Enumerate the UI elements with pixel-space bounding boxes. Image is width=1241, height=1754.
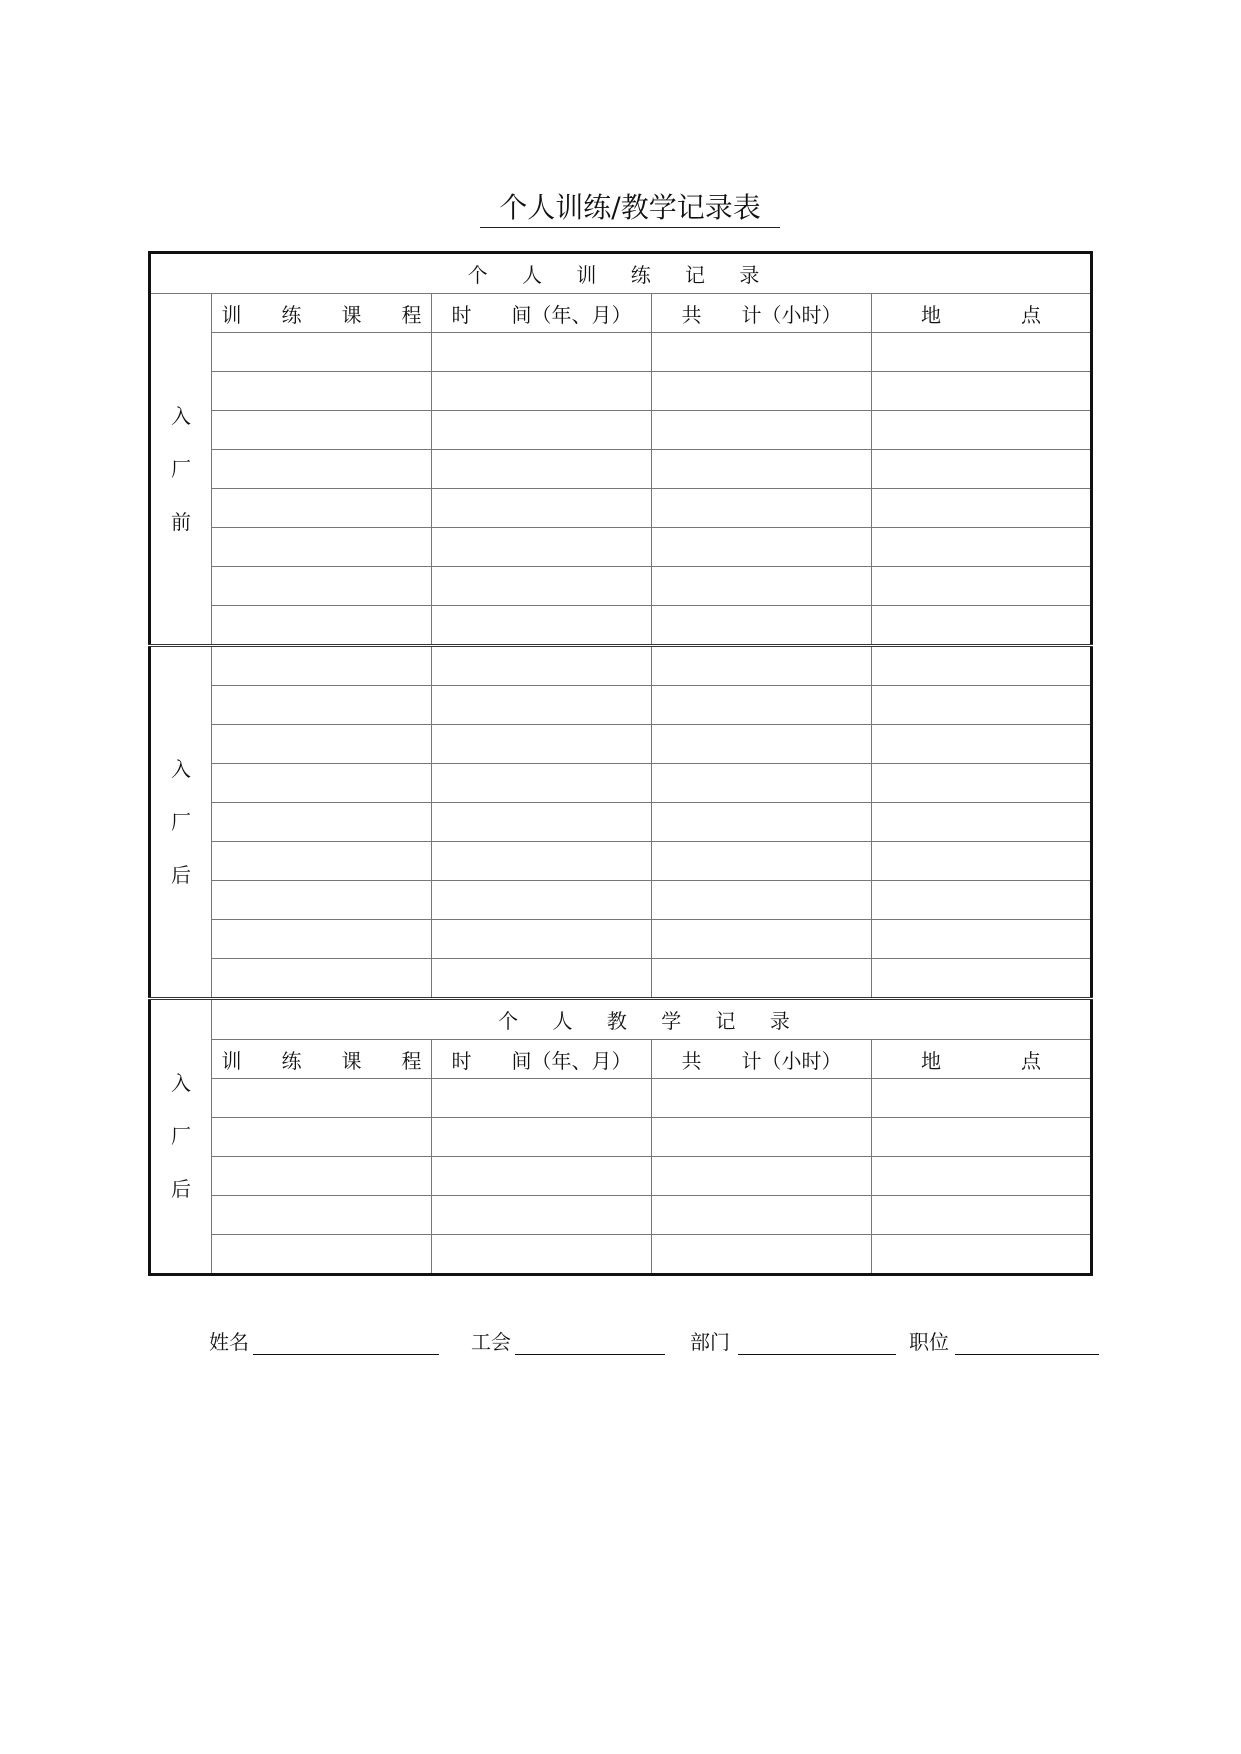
table-row: [150, 646, 1092, 686]
course-cell[interactable]: [212, 411, 432, 450]
union-field: [471, 1326, 665, 1355]
place-cell[interactable]: [872, 646, 1092, 686]
place-cell[interactable]: [872, 450, 1092, 489]
total-cell[interactable]: [652, 646, 872, 686]
table-row: [150, 842, 1092, 881]
course-cell[interactable]: [212, 764, 432, 803]
total-cell[interactable]: [652, 959, 872, 999]
total-cell[interactable]: [652, 1196, 872, 1235]
table-row: [150, 881, 1092, 920]
total-cell[interactable]: [652, 333, 872, 372]
place-cell[interactable]: [872, 1235, 1092, 1275]
table-row: [150, 959, 1092, 999]
header-total: 共 计（小时）: [652, 294, 872, 333]
place-cell[interactable]: [872, 372, 1092, 411]
total-cell[interactable]: [652, 881, 872, 920]
table-row: [150, 725, 1092, 764]
course-cell[interactable]: [212, 372, 432, 411]
course-cell[interactable]: [212, 1235, 432, 1275]
name-field: [209, 1326, 439, 1355]
course-cell[interactable]: [212, 920, 432, 959]
total-cell[interactable]: [652, 725, 872, 764]
place-cell[interactable]: [872, 1079, 1092, 1118]
table-row: [150, 803, 1092, 842]
position-field: [909, 1326, 1099, 1355]
total-cell[interactable]: [652, 1118, 872, 1157]
course-cell[interactable]: [212, 842, 432, 881]
name-label: 姓名: [209, 1330, 249, 1354]
table-row: [150, 1118, 1092, 1157]
course-cell[interactable]: [212, 881, 432, 920]
union-label: 工会: [471, 1330, 511, 1354]
place-cell[interactable]: [872, 606, 1092, 646]
teaching-after-label: 入厂后: [171, 1071, 191, 1201]
teaching-header-time: 时 间（年、月）: [432, 1040, 652, 1079]
total-cell[interactable]: [652, 764, 872, 803]
place-cell[interactable]: [872, 411, 1092, 450]
header-time: 时 间（年、月）: [432, 294, 652, 333]
total-cell[interactable]: [652, 567, 872, 606]
total-cell[interactable]: [652, 1157, 872, 1196]
table-row: [150, 686, 1092, 725]
place-cell[interactable]: [872, 842, 1092, 881]
time-cell[interactable]: [432, 959, 652, 999]
time-cell[interactable]: [432, 411, 652, 450]
table-row: [150, 567, 1092, 606]
time-cell[interactable]: [432, 1118, 652, 1157]
table-row: [150, 372, 1092, 411]
time-cell[interactable]: [432, 725, 652, 764]
time-cell[interactable]: [432, 1196, 652, 1235]
place-cell[interactable]: [872, 528, 1092, 567]
table-row: [150, 1079, 1092, 1118]
total-cell[interactable]: [652, 489, 872, 528]
table-row: [150, 1157, 1092, 1196]
time-cell[interactable]: [432, 1235, 652, 1275]
time-cell[interactable]: [432, 1157, 652, 1196]
total-cell[interactable]: [652, 686, 872, 725]
time-cell[interactable]: [432, 450, 652, 489]
place-cell[interactable]: [872, 333, 1092, 372]
department-line[interactable]: [738, 1334, 896, 1355]
total-cell[interactable]: [652, 528, 872, 567]
place-cell[interactable]: [872, 567, 1092, 606]
teaching-header-place: 地 点: [872, 1040, 1092, 1079]
place-cell[interactable]: [872, 1118, 1092, 1157]
time-cell[interactable]: [432, 606, 652, 646]
time-cell[interactable]: [432, 881, 652, 920]
teaching-header-row: [150, 1040, 1092, 1079]
record-table: [148, 251, 1093, 1276]
place-cell[interactable]: [872, 959, 1092, 999]
department-label: 部门: [690, 1330, 730, 1354]
place-cell[interactable]: [872, 1157, 1092, 1196]
total-cell[interactable]: [652, 1079, 872, 1118]
course-cell[interactable]: [212, 567, 432, 606]
time-cell[interactable]: [432, 686, 652, 725]
course-cell[interactable]: [212, 450, 432, 489]
place-cell[interactable]: [872, 686, 1092, 725]
table-row: [150, 450, 1092, 489]
time-cell[interactable]: [432, 489, 652, 528]
table-row: [150, 1235, 1092, 1275]
time-cell[interactable]: [432, 803, 652, 842]
table-row: [150, 528, 1092, 567]
teaching-section-title: 个 人 教 学 记 录: [212, 999, 1092, 1040]
total-cell[interactable]: [652, 411, 872, 450]
place-cell[interactable]: [872, 920, 1092, 959]
time-cell[interactable]: [432, 567, 652, 606]
course-cell[interactable]: [212, 1118, 432, 1157]
place-cell[interactable]: [872, 1196, 1092, 1235]
training-title-row: [150, 253, 1092, 294]
place-cell[interactable]: [872, 881, 1092, 920]
course-cell[interactable]: [212, 1157, 432, 1196]
time-cell[interactable]: [432, 372, 652, 411]
course-cell[interactable]: [212, 333, 432, 372]
time-cell[interactable]: [432, 528, 652, 567]
total-cell[interactable]: [652, 803, 872, 842]
union-line[interactable]: [515, 1334, 665, 1355]
page-title: 个人训练/教学记录表: [480, 190, 780, 228]
before-entry-label: 入厂前: [171, 403, 191, 534]
table-row: [150, 764, 1092, 803]
time-cell[interactable]: [432, 1079, 652, 1118]
before-entry-label-cell: [150, 294, 212, 646]
after-entry-label-cell: [150, 646, 212, 999]
total-cell[interactable]: [652, 1235, 872, 1275]
signoff-row: [0, 1326, 1241, 1366]
table-row: [150, 333, 1092, 372]
course-cell[interactable]: [212, 606, 432, 646]
table-row: [150, 606, 1092, 646]
teaching-after-label-cell: [150, 999, 212, 1275]
place-cell[interactable]: [872, 489, 1092, 528]
after-entry-label: 入厂后: [171, 756, 191, 887]
course-cell[interactable]: [212, 803, 432, 842]
total-cell[interactable]: [652, 842, 872, 881]
time-cell[interactable]: [432, 646, 652, 686]
header-course: 训 练 课 程: [212, 294, 432, 333]
time-cell[interactable]: [432, 764, 652, 803]
teaching-header-total: 共 计（小时）: [652, 1040, 872, 1079]
course-cell[interactable]: [212, 646, 432, 686]
name-line[interactable]: [253, 1334, 439, 1355]
total-cell[interactable]: [652, 450, 872, 489]
header-place: 地 点: [872, 294, 1092, 333]
teaching-header-course: 训 练 课 程: [212, 1040, 432, 1079]
department-field: [690, 1326, 896, 1355]
teaching-title-row: [150, 999, 1092, 1040]
position-line[interactable]: [955, 1334, 1099, 1355]
course-cell[interactable]: [212, 1079, 432, 1118]
time-cell[interactable]: [432, 920, 652, 959]
training-section-title: 个 人 训 练 记 录: [150, 253, 1092, 294]
total-cell[interactable]: [652, 372, 872, 411]
position-label: 职位: [909, 1330, 949, 1354]
course-cell[interactable]: [212, 959, 432, 999]
course-cell[interactable]: [212, 686, 432, 725]
time-cell[interactable]: [432, 333, 652, 372]
place-cell[interactable]: [872, 725, 1092, 764]
table-row: [150, 920, 1092, 959]
course-cell[interactable]: [212, 1196, 432, 1235]
time-cell[interactable]: [432, 842, 652, 881]
table-row: [150, 489, 1092, 528]
place-cell[interactable]: [872, 803, 1092, 842]
course-cell[interactable]: [212, 725, 432, 764]
training-header-row: [150, 294, 1092, 333]
total-cell[interactable]: [652, 920, 872, 959]
table-row: [150, 411, 1092, 450]
table-row: [150, 1196, 1092, 1235]
course-cell[interactable]: [212, 489, 432, 528]
course-cell[interactable]: [212, 528, 432, 567]
place-cell[interactable]: [872, 764, 1092, 803]
total-cell[interactable]: [652, 606, 872, 646]
